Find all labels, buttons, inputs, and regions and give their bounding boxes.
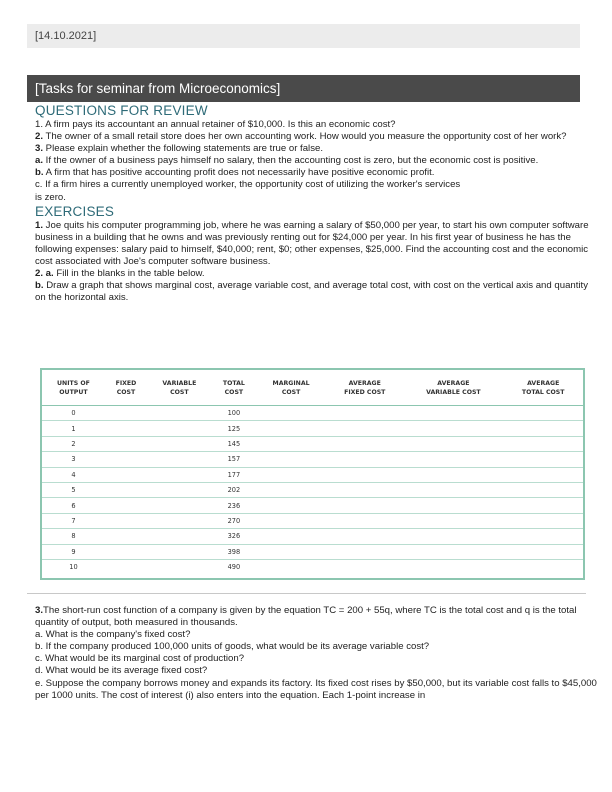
exercise-3d: d. What would be its average fixed cost?: [35, 665, 208, 677]
afc-cell: [326, 498, 403, 513]
output-cell: 10: [69, 563, 78, 572]
review-question-3: [35, 143, 595, 155]
exercises-heading: EXERCISES: [35, 203, 115, 219]
variable-cost-cell: [147, 513, 212, 528]
review-question-1: 1. A firm pays its accountant an annual retainer of $10,000. Is this an economic cost?: [35, 119, 396, 130]
avc-cell: [403, 544, 503, 559]
afc-cell: [326, 544, 403, 559]
output-cell: 2: [42, 436, 105, 451]
variable-cost-cell: [147, 482, 212, 497]
table-row: [42, 559, 583, 574]
variable-cost-cell: [147, 467, 212, 482]
marginal-cost-cell: [256, 421, 326, 436]
avc-cell: [403, 406, 503, 421]
output-cell: 6: [42, 498, 105, 513]
total-cost-cell: 100: [212, 406, 256, 421]
statement-a: [35, 155, 595, 167]
total-cost-cell: 326: [212, 529, 256, 544]
atc-cell: [503, 436, 583, 451]
fixed-cost-cell: [105, 544, 147, 559]
date-header: [14.10.2021]: [27, 24, 580, 48]
table-row: [42, 529, 583, 544]
marginal-cost-cell: [256, 482, 326, 497]
marginal-cost-cell: [256, 544, 326, 559]
exercise-text: Draw a graph that shows marginal cost, average variable cost, and average total cost, with cost on the vertical axis and quantity on the horizontal axis.: [35, 280, 588, 304]
output-cell: 9: [42, 544, 105, 559]
marginal-cost-cell: [256, 529, 326, 544]
atc-cell: [503, 529, 583, 544]
atc-cell: [503, 513, 583, 528]
table-row: [42, 467, 583, 482]
output-cell: 1: [42, 421, 105, 436]
exercise-3b: b. If the company produced 100,000 units of goods, what would be its average variable cost?: [35, 641, 430, 653]
review-heading: QUESTIONS FOR REVIEW: [35, 103, 208, 118]
afc-cell: [326, 529, 403, 544]
total-cost-cell: 236: [212, 498, 256, 513]
review-question-2: [35, 131, 595, 143]
variable-cost-cell: [147, 544, 212, 559]
total-cost-cell: 398: [212, 544, 256, 559]
afc-cell: [326, 559, 403, 574]
table-header-row: [42, 370, 583, 406]
exercise-number: 3.: [35, 605, 44, 616]
afc-cell: [326, 436, 403, 451]
table-row: [42, 513, 583, 528]
exercise-3: [35, 605, 597, 702]
exercise-3c: c. What would be its marginal cost of production?: [35, 653, 245, 665]
fixed-cost-cell: [105, 452, 147, 467]
afc-cell: [326, 513, 403, 528]
avc-cell: [403, 452, 503, 467]
question-text: Please explain whether the following statements are true or false.: [43, 143, 323, 155]
exercise-text: Fill in the blanks in the table below.: [53, 268, 205, 280]
afc-cell: [326, 467, 403, 482]
atc-cell: [503, 467, 583, 482]
afc-cell: [326, 482, 403, 497]
statement-b: [35, 167, 595, 179]
fixed-cost-cell: [105, 406, 147, 421]
marginal-cost-cell: [256, 406, 326, 421]
afc-cell: [326, 421, 403, 436]
table-row: [42, 452, 583, 467]
afc-cell: [326, 452, 403, 467]
fixed-cost-cell: [105, 482, 147, 497]
table-row: [42, 421, 583, 436]
fixed-cost-cell: [105, 498, 147, 513]
avc-cell: [403, 498, 503, 513]
atc-cell: [503, 406, 583, 421]
col-marginal-cost: MARGINAL COST: [256, 370, 326, 406]
statement-c-line-1: c. If a firm hires a currently unemployed worker, the opportunity cost of utilizing the worker's services: [35, 179, 461, 191]
col-average-variable-cost: AVERAGE VARIABLE COST: [403, 370, 503, 406]
total-cost-cell: 125: [212, 421, 256, 436]
marginal-cost-cell: [256, 436, 326, 451]
review-and-exercises: [35, 103, 595, 304]
total-cost-cell: 490: [227, 563, 241, 572]
fixed-cost-cell: [105, 559, 147, 574]
col-fixed-cost: FIXED COST: [105, 370, 147, 406]
marginal-cost-cell: [256, 513, 326, 528]
col-units-of-output: UNITS OF OUTPUT: [42, 370, 105, 406]
divider: [27, 593, 586, 594]
output-cell: 5: [42, 482, 105, 497]
statement-letter: a.: [35, 155, 44, 167]
cost-table: [42, 370, 583, 574]
statement-text: If the owner of a business pays himself no salary, then the accounting cost is zero, but the economic cost is positive.: [43, 155, 539, 167]
avc-cell: [403, 513, 503, 528]
document-title: [Tasks for seminar from Microeconomics]: [27, 75, 580, 102]
statement-c-line-2: is zero.: [35, 191, 66, 203]
col-average-fixed-cost: AVERAGE FIXED COST: [326, 370, 403, 406]
total-cost-cell: 202: [212, 482, 256, 497]
atc-cell: [503, 452, 583, 467]
statement-letter: b.: [35, 167, 44, 179]
variable-cost-cell: [147, 436, 212, 451]
avc-cell: [403, 482, 503, 497]
statement-text: A firm that has positive accounting profit does not necessarily have positive economic profit.: [43, 167, 435, 179]
atc-cell: [503, 544, 583, 559]
exercise-number: 1.: [35, 219, 44, 231]
variable-cost-cell: [147, 406, 212, 421]
cost-table-frame: [40, 368, 585, 580]
fixed-cost-cell: [105, 436, 147, 451]
marginal-cost-cell: [256, 452, 326, 467]
table-row: [42, 482, 583, 497]
avc-cell: [403, 467, 503, 482]
table-row: [42, 436, 583, 451]
question-text: The owner of a small retail store does her own accounting work. How would you measure the opportunity cost of her work?: [43, 131, 567, 143]
col-variable-cost: VARIABLE COST: [147, 370, 212, 406]
col-average-total-cost: AVERAGE TOTAL COST: [503, 370, 583, 406]
output-cell: 7: [42, 513, 105, 528]
avc-cell: [403, 436, 503, 451]
exercise-number: 2. a.: [35, 268, 54, 280]
exercise-3e: e. Suppose the company borrows money and expands its factory. Its fixed cost rises by $50,000, but its variable cost falls to $45,000 per 1000 units. The cost of interest (i) also enters into the equation. Each 1-point increase in: [35, 677, 597, 701]
output-cell: 8: [42, 529, 105, 544]
afc-cell: [326, 406, 403, 421]
question-number: 3.: [35, 143, 44, 155]
marginal-cost-cell: [256, 467, 326, 482]
marginal-cost-cell: [256, 559, 326, 574]
output-cell: 0: [42, 406, 105, 421]
fixed-cost-cell: [105, 529, 147, 544]
variable-cost-cell: [147, 498, 212, 513]
exercise-2a: [35, 268, 595, 280]
atc-cell: [503, 559, 583, 574]
fixed-cost-cell: [105, 421, 147, 436]
col-total-cost: TOTAL COST: [212, 370, 256, 406]
exercise-2b: [35, 280, 595, 304]
total-cost-cell: 157: [212, 452, 256, 467]
table-row: [42, 544, 583, 559]
exercise-text: Joe quits his computer programming job, where he was earning a salary of $50,000 per year, to start his own computer software business in a building that he owns and was previously renting out for $24,000 per year. In his first year of business he has the following expenses: salary paid to himself, $40,000; rent, $0; other expenses, $25,000. Find the accounting cost and the economic cost associated with Joe's computer software business.: [35, 219, 589, 267]
atc-cell: [503, 482, 583, 497]
output-cell: 4: [42, 467, 105, 482]
exercise-3-intro: [35, 605, 597, 629]
fixed-cost-cell: [105, 513, 147, 528]
output-cell: 3: [42, 452, 105, 467]
marginal-cost-cell: [256, 498, 326, 513]
exercise-3a: a. What is the company's fixed cost?: [35, 629, 191, 641]
variable-cost-cell: [147, 529, 212, 544]
atc-cell: [503, 421, 583, 436]
atc-cell: [503, 498, 583, 513]
variable-cost-cell: [147, 559, 212, 574]
total-cost-cell: 177: [212, 467, 256, 482]
table-row: [42, 498, 583, 513]
question-number: 2.: [35, 131, 44, 143]
avc-cell: [403, 559, 503, 574]
exercise-text: The short-run cost function of a company is given by the equation TC = 200 + 55q, where TC is the total cost and q is the total quantity of output, both measured in thousands.: [35, 605, 577, 629]
fixed-cost-cell: [105, 467, 147, 482]
exercise-1: [35, 220, 595, 268]
variable-cost-cell: [147, 452, 212, 467]
avc-cell: [403, 529, 503, 544]
table-row: [42, 406, 583, 421]
variable-cost-cell: [147, 421, 212, 436]
total-cost-cell: 270: [212, 513, 256, 528]
total-cost-cell: 145: [212, 436, 256, 451]
avc-cell: [403, 421, 503, 436]
exercise-number: b.: [35, 280, 44, 292]
